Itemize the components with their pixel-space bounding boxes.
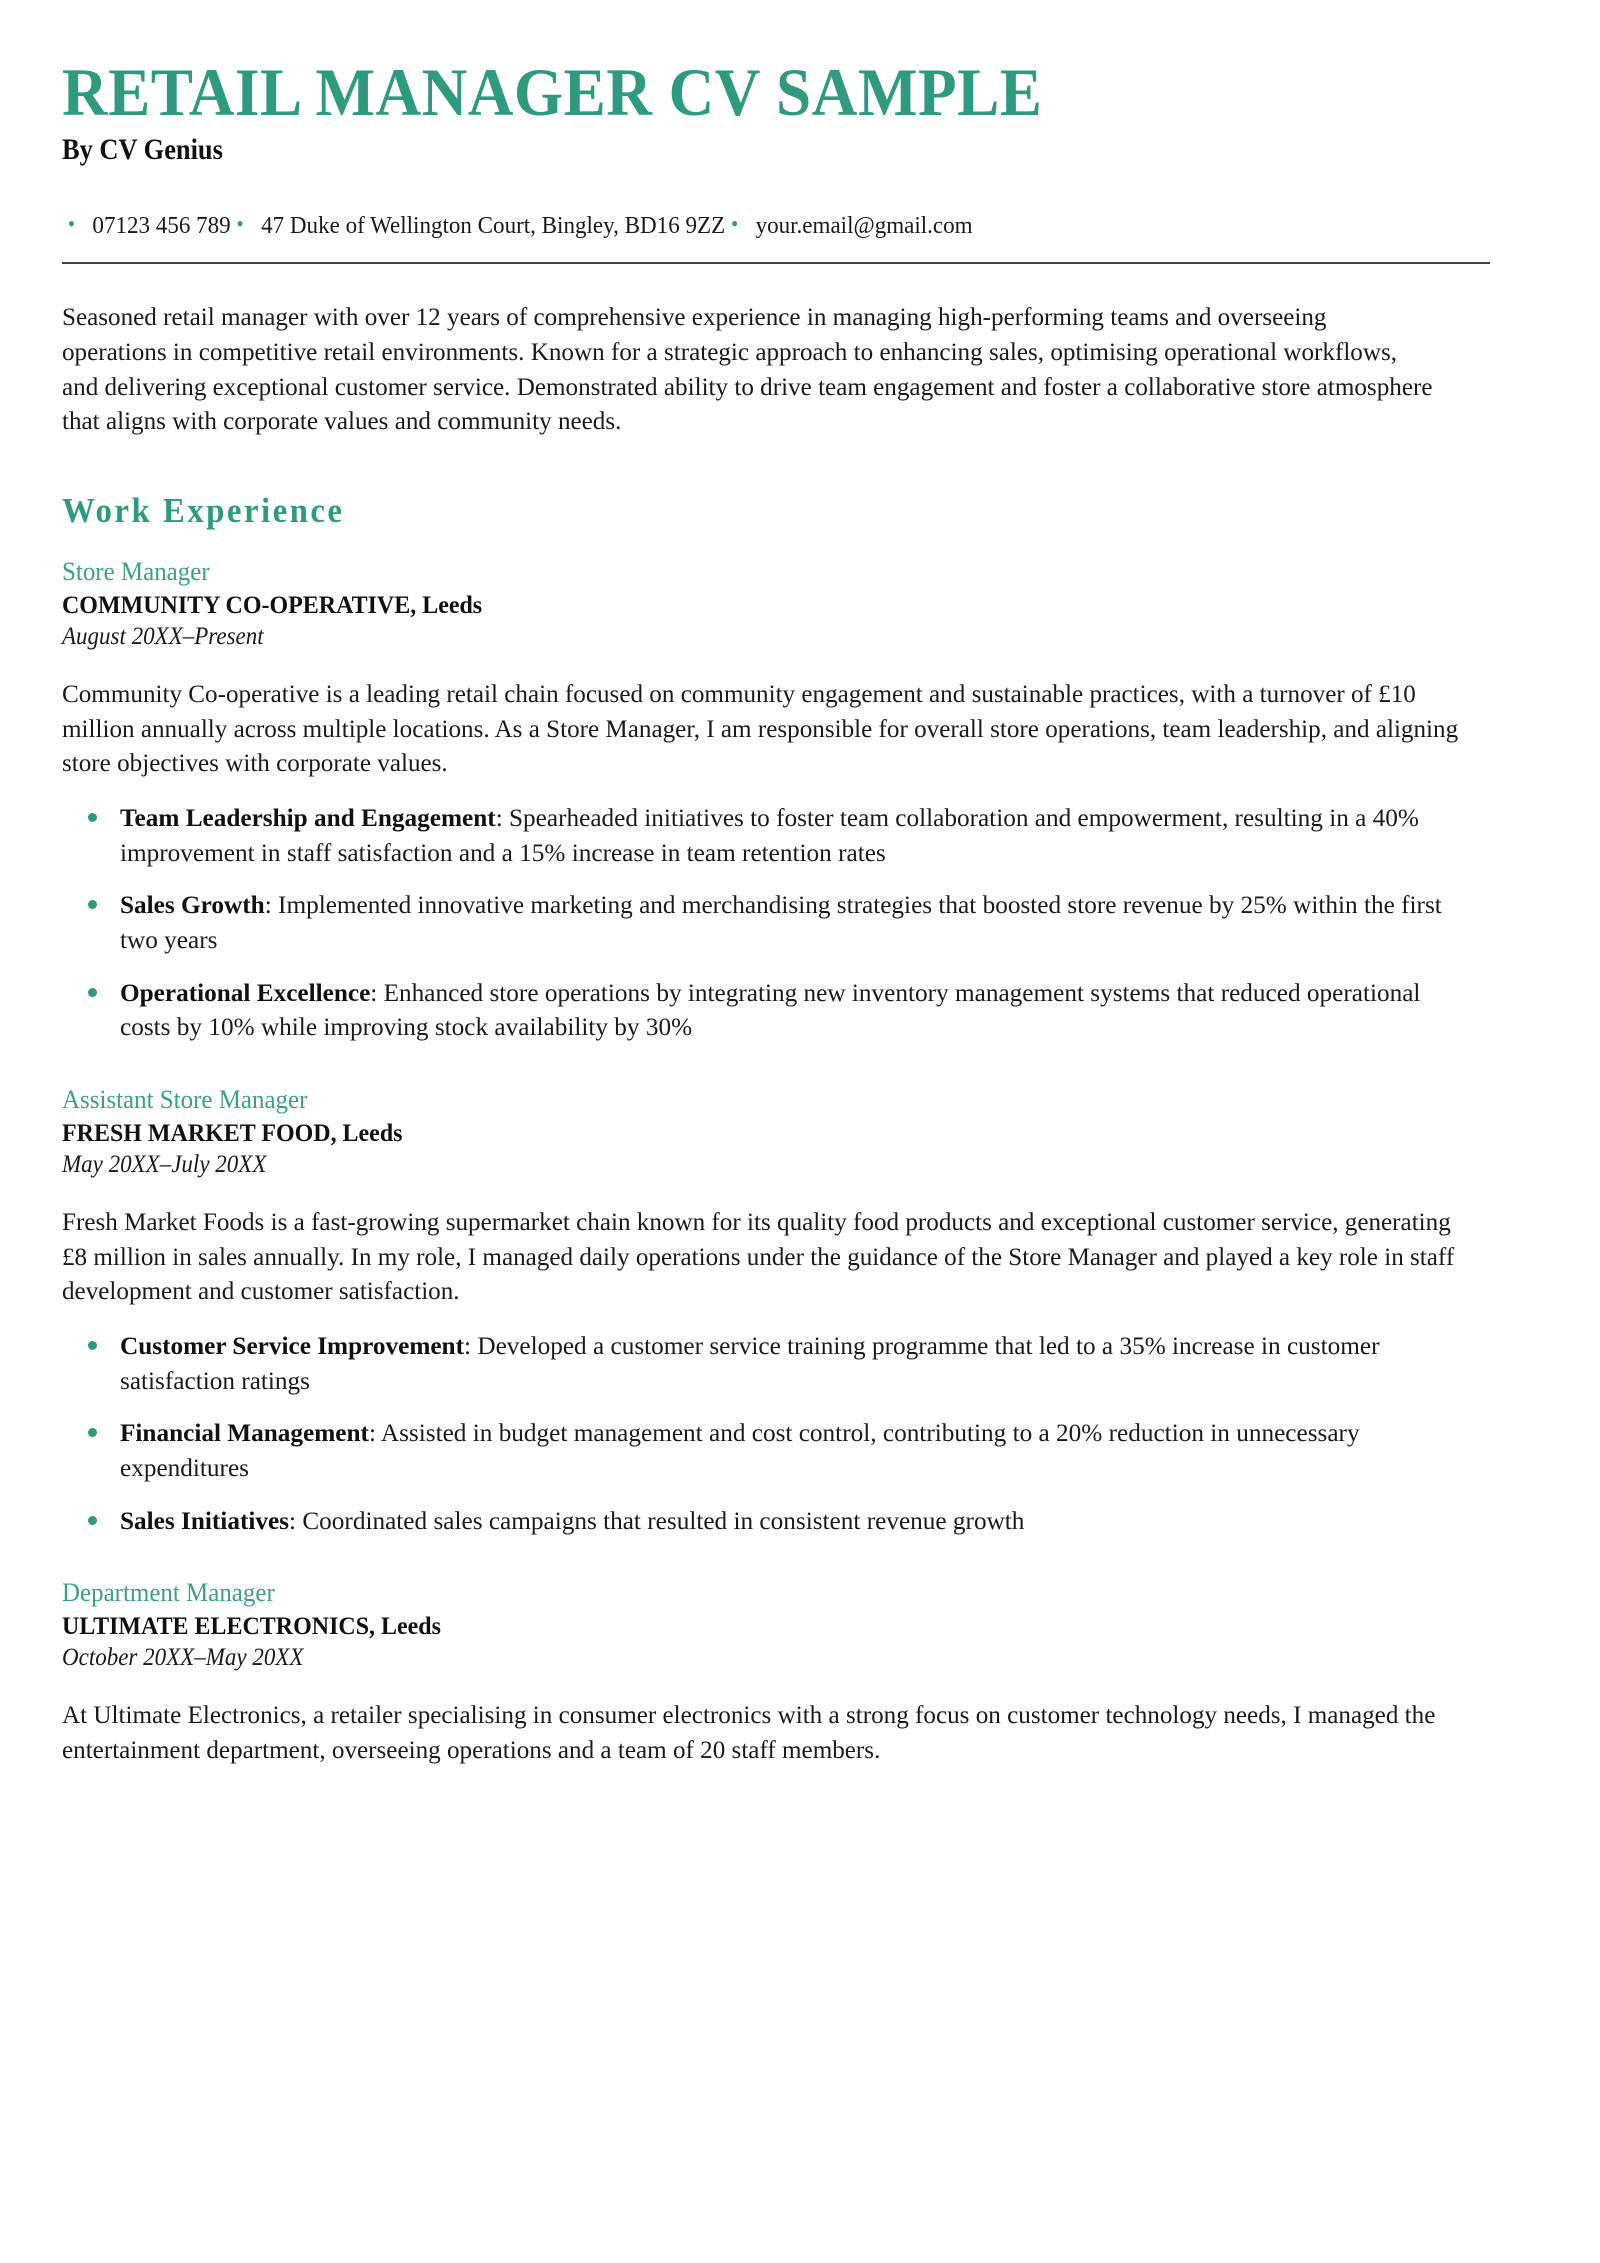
job-entry [62,557,1490,1045]
job-description: Community Co-operative is a leading retail chain focused on community engagement and sustainable practices, with a turnover of £10 million annually across multiple locations. As a Store Manager, I am responsible for overall store operations, team leadership, and aligning store objectives with corporate values. [62,679,1459,778]
bullet-label: Customer Service Improvement [120,1331,465,1361]
job-title: Store Manager [62,557,210,587]
job-dates: August 20XX–Present [62,623,264,651]
job-company: COMMUNITY CO-OPERATIVE, Leeds [62,590,483,620]
bullet-separator-icon: • [67,211,76,237]
bullet-text: : Developed a customer service training programme that led to a 35% increase in customer satisfaction ratings [120,1331,1380,1395]
bullet-label: Team Leadership and Engagement [120,803,496,833]
bullet-label: Sales Initiatives [120,1505,290,1535]
bullet-dot-icon [88,1341,97,1350]
job-dates: May 20XX–July 20XX [62,1151,267,1179]
job-dates: October 20XX–May 20XX [62,1644,304,1672]
bullet-dot-icon [88,900,97,909]
list-item [62,801,1490,870]
bullet-dot-icon [88,1428,97,1437]
page-title: RETAIL MANAGER CV SAMPLE [62,54,1043,130]
job-company: FRESH MARKET FOOD, Leeds [62,1118,403,1148]
bullet-dot-icon [88,813,97,822]
bullet-text: : Spearheaded initiatives to foster team collaboration and empowerment, resulting in a 40% improvement in staff satisfaction and a 15% increase in team retention rates [120,803,1419,867]
bullet-label: Operational Excellence [120,977,371,1007]
contact-row [62,213,1433,240]
bullet-separator-icon: • [730,211,739,237]
bullet-text: : Implemented innovative marketing and merchandising strategies that boosted store revenue by 25% within the first two years [120,890,1442,955]
bullet-dot-icon [88,988,97,997]
job-description: Fresh Market Foods is a fast-growing supermarket chain known for its quality food products and exceptional customer service, generating £8 million in sales annually. In my role, I managed daily operations under the guidance of the Store Manager and played a key role in staff development and customer satisfaction. [62,1207,1455,1306]
bullet-label: Financial Management [120,1418,369,1448]
bullet-label: Sales Growth [120,890,265,920]
contact-address: 47 Duke of Wellington Court, Bingley, BD16 9ZZ [261,213,726,240]
professional-summary: Seasoned retail manager with over 12 years of comprehensive experience in managing high-performing teams and overseeing operations in competitive retail environments. Known for a strategic approach to enhancing sales, optimising operational workflows, and delivering exceptional customer service. Demonstrated ability to drive team engagement and foster a collaborative store atmosphere that aligns with corporate values and community needs. [62,302,1433,436]
contact-phone: 07123 456 789 [92,213,231,240]
byline: By CV Genius [62,133,223,167]
list-item [62,1329,1490,1398]
job-title: Department Manager [62,1578,275,1608]
bullet-text: : Enhanced store operations by integrating new inventory management systems that reduced operational costs by 10% while improving stock availability by 30% [120,977,1421,1042]
bullet-text: : Coordinated sales campaigns that resulted in consistent revenue growth [289,1505,1025,1535]
job-bullet-list [62,801,1490,1045]
job-entry [62,1578,1490,1767]
work-experience-section [62,491,1490,1768]
header-divider [62,262,1490,264]
bullet-separator-icon: • [236,211,244,237]
bullet-text: : Assisted in budget management and cost control, contributing to a 20% reduction in unnecessary expenditures [120,1418,1360,1483]
job-title: Assistant Store Manager [62,1085,308,1115]
list-item [62,1504,1490,1539]
job-description: At Ultimate Electronics, a retailer specialising in consumer electronics with a strong focus on customer technology needs, I managed the entertainment department, overseeing operations and a team of 20 staff members. [62,1700,1436,1765]
job-entry [62,1085,1490,1538]
section-heading-work-experience: Work Experience [62,491,345,531]
list-item [62,888,1490,957]
contact-email: your.email@gmail.com [755,213,973,240]
job-company: ULTIMATE ELECTRONICS, Leeds [62,1611,441,1641]
list-item [62,976,1490,1045]
job-bullet-list [62,1329,1490,1538]
bullet-dot-icon [88,1516,97,1525]
list-item [62,1416,1490,1485]
